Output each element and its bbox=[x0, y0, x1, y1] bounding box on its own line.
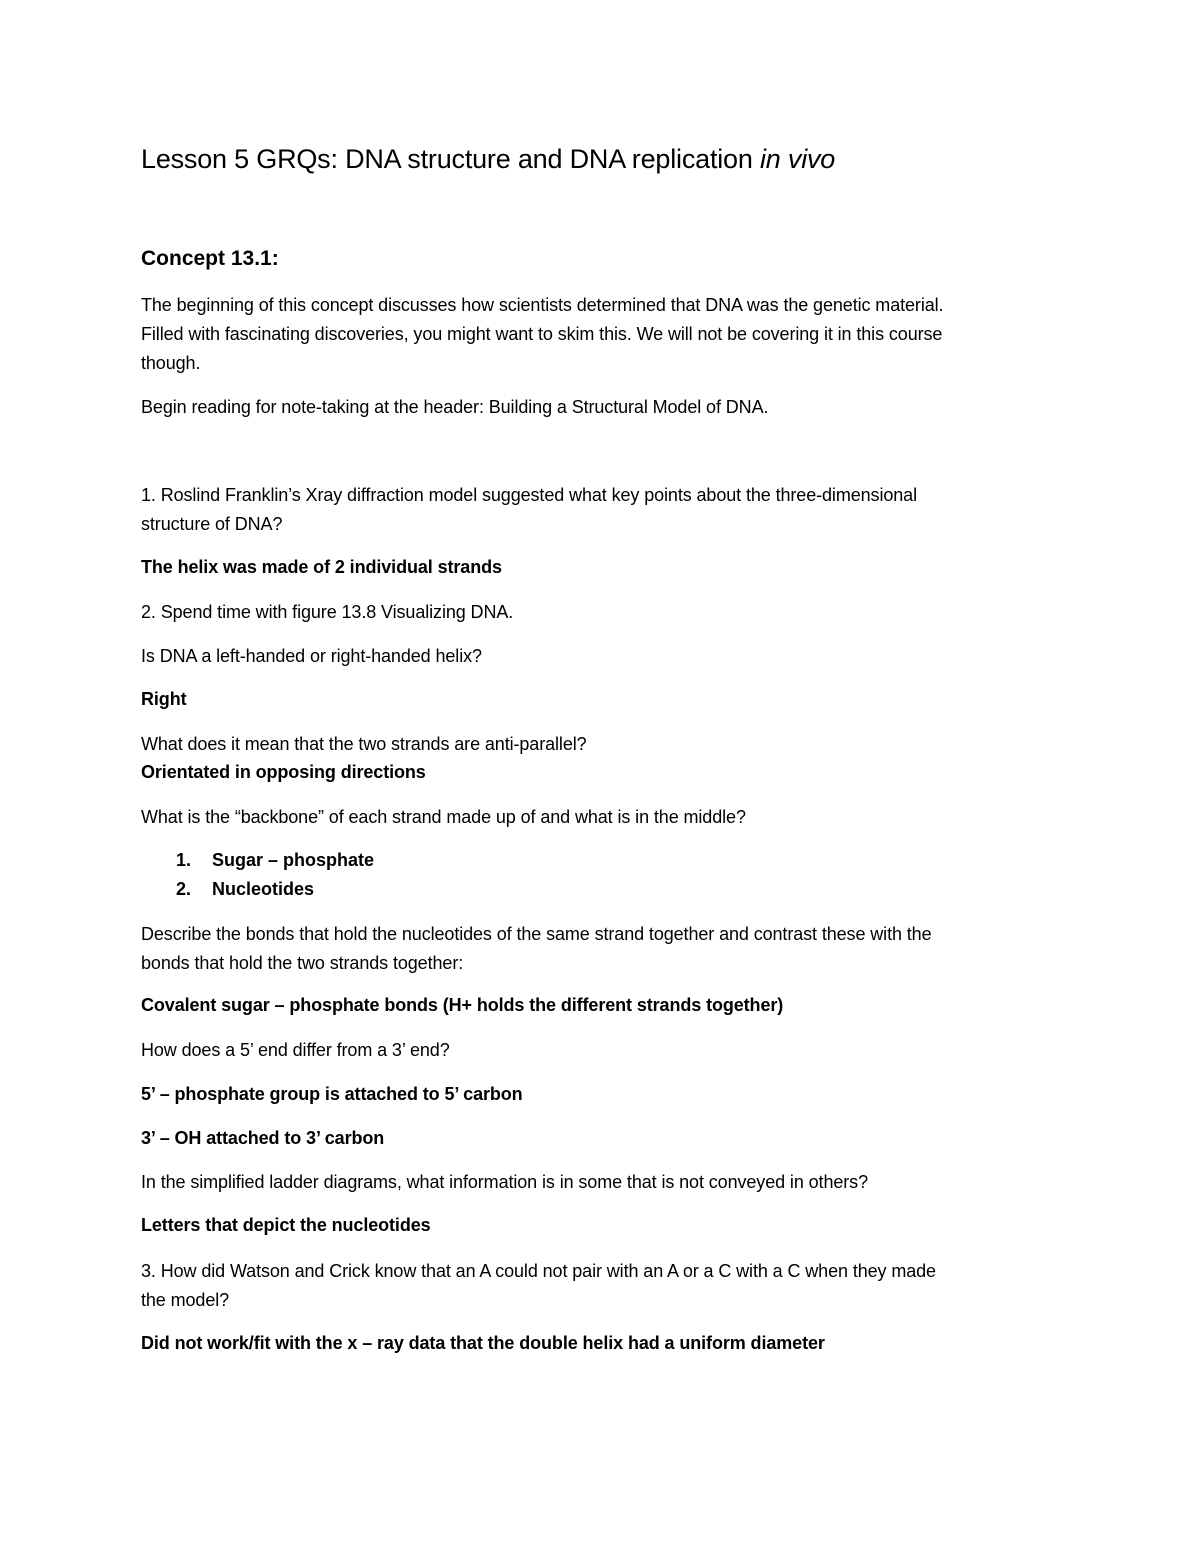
list-item bbox=[176, 851, 374, 869]
title-italic: in vivo bbox=[759, 144, 836, 174]
answer-2a: Right bbox=[141, 689, 187, 709]
answer-1: The helix was made of 2 individual strands bbox=[141, 557, 502, 577]
question-2a: Is DNA a left-handed or right-handed helix? bbox=[141, 646, 482, 666]
question-3-line-2: the model? bbox=[141, 1290, 230, 1310]
answer-2e-1: 5’ – phosphate group is attached to 5’ carbon bbox=[141, 1084, 523, 1104]
list-item-text: Nucleotides bbox=[212, 879, 315, 899]
intro-line-2: Filled with fascinating discoveries, you might want to skim this. We will not be covering it in this course bbox=[141, 324, 943, 344]
question-1-line-1: 1. Roslind Franklin’s Xray diffraction model suggested what key points about the three-dimensional bbox=[141, 485, 917, 505]
intro-line-1: The beginning of this concept discusses how scientists determined that DNA was the genetic material. bbox=[141, 295, 944, 315]
question-2c: What is the “backbone” of each strand made up of and what is in the middle? bbox=[141, 807, 746, 827]
question-2f: In the simplified ladder diagrams, what information is in some that is not conveyed in others? bbox=[141, 1172, 868, 1192]
question-2e: How does a 5’ end differ from a 3’ end? bbox=[141, 1040, 450, 1060]
begin-reading-note: Begin reading for note-taking at the header: Building a Structural Model of DNA. bbox=[141, 397, 769, 417]
list-item-number: 2. bbox=[176, 879, 192, 899]
intro-line-3: though. bbox=[141, 353, 201, 373]
question-2d-line-2: bonds that hold the two strands together: bbox=[141, 953, 464, 973]
answer-2d: Covalent sugar – phosphate bonds (H+ holds the different strands together) bbox=[141, 995, 784, 1015]
answer-2f: Letters that depict the nucleotides bbox=[141, 1215, 431, 1235]
list-item bbox=[176, 880, 314, 898]
question-1-line-2: structure of DNA? bbox=[141, 514, 283, 534]
concept-heading: Concept 13.1: bbox=[141, 247, 279, 270]
document-title bbox=[141, 146, 835, 173]
question-2d-line-1: Describe the bonds that hold the nucleotides of the same strand together and contrast these with the bbox=[141, 924, 932, 944]
answer-2b: Orientated in opposing directions bbox=[141, 762, 426, 782]
title-main: Lesson 5 GRQs: DNA structure and DNA replication bbox=[141, 144, 760, 174]
answer-2e-2: 3’ – OH attached to 3’ carbon bbox=[141, 1128, 385, 1148]
list-item-number: 1. bbox=[176, 850, 192, 870]
question-3-line-1: 3. How did Watson and Crick know that an A could not pair with an A or a C with a C when they made bbox=[141, 1261, 936, 1281]
question-2: 2. Spend time with figure 13.8 Visualizing DNA. bbox=[141, 602, 514, 622]
answer-3: Did not work/fit with the x – ray data that the double helix had a uniform diameter bbox=[141, 1333, 825, 1353]
list-item-text: Sugar – phosphate bbox=[212, 850, 375, 870]
question-2b: What does it mean that the two strands are anti-parallel? bbox=[141, 734, 587, 754]
